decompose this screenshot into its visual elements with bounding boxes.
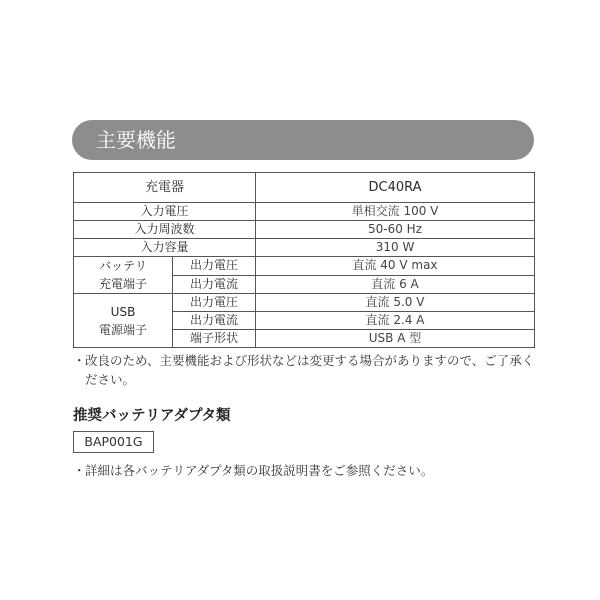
row-label: 入力周波数 <box>74 221 256 239</box>
header-model: DC40RA <box>256 173 535 203</box>
note-bullet: ・ <box>73 463 86 478</box>
row-value: 50-60 Hz <box>256 221 535 239</box>
table-row <box>74 203 535 221</box>
row-value: USB A 型 <box>256 330 535 348</box>
row-label: 入力容量 <box>74 239 256 257</box>
battery-terminal-label <box>74 257 173 294</box>
row-label: 出力電流 <box>173 275 256 294</box>
table-row <box>74 294 535 312</box>
battery-label-line1: バッテリ <box>98 259 147 273</box>
details-note-text: 詳細は各バッテリアダプタ類の取扱説明書をご参照ください。 <box>85 463 434 478</box>
row-label: 入力電圧 <box>74 203 256 221</box>
spec-table <box>73 172 535 348</box>
table-row <box>74 257 535 276</box>
table-header-row <box>74 173 535 203</box>
improvement-note <box>73 351 539 389</box>
table-row <box>74 221 535 239</box>
battery-label-line2: 充電端子 <box>98 277 147 291</box>
usb-terminal-label <box>74 294 173 348</box>
row-value: 直流 2.4 A <box>256 312 535 330</box>
row-value: 310 W <box>256 239 535 257</box>
adapter-model-box: BAP001G <box>73 431 154 453</box>
table-row <box>74 239 535 257</box>
row-value: 直流 40 V max <box>256 257 535 276</box>
row-label: 出力電圧 <box>173 257 256 276</box>
adapters-heading: 推奨バッテリアダプタ類 <box>73 408 231 424</box>
header-label: 充電器 <box>74 173 256 203</box>
row-value: 単相交流 100 V <box>256 203 535 221</box>
improvement-note-text: 改良のため、主要機能および形状などは変更する場合がありますので、ご了承ください。 <box>85 353 535 387</box>
details-note <box>73 461 539 480</box>
usb-label-line2: 電源端子 <box>98 322 147 337</box>
row-label: 出力電流 <box>173 312 256 330</box>
row-value: 直流 6 A <box>256 275 535 294</box>
note-bullet: ・ <box>73 353 86 368</box>
usb-label-line1: USB <box>110 304 136 319</box>
section-title: 主要機能 <box>72 120 534 160</box>
row-value: 直流 5.0 V <box>256 294 535 312</box>
row-label: 出力電圧 <box>173 294 256 312</box>
row-label: 端子形状 <box>173 330 256 348</box>
